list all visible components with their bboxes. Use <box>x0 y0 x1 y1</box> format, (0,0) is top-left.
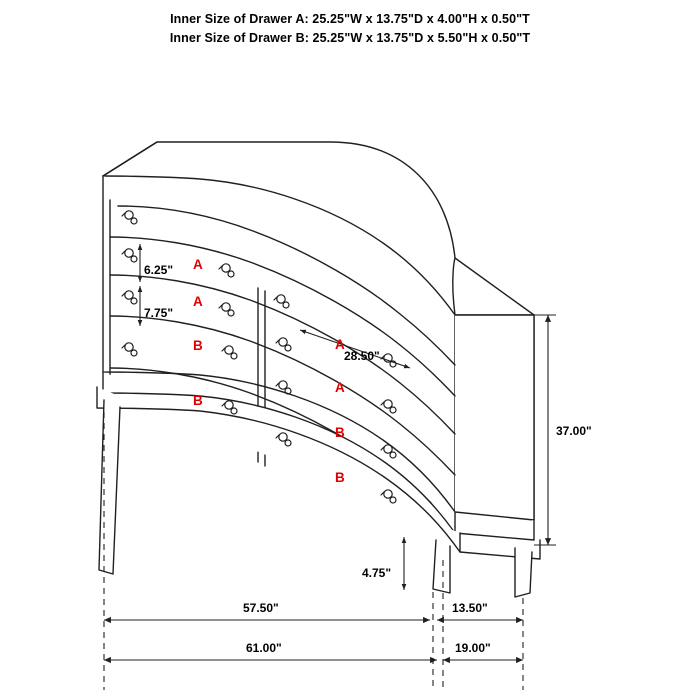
drawer-label-b-2: B <box>193 393 203 408</box>
drawer-label-b-3: B <box>335 425 345 440</box>
drawer-a-spec-text: Inner Size of Drawer A: 25.25"W x 13.75"D x 4.00"H x 0.50"T <box>170 12 530 26</box>
dim-front-width: 57.50" <box>243 601 279 615</box>
dim-total-height: 37.00" <box>556 424 592 438</box>
dim-drawer-width-inner: 28.50" <box>344 349 380 363</box>
drawer-label-a-1: A <box>193 257 203 272</box>
dim-leg-height: 4.75" <box>362 566 392 580</box>
drawer-b-spec-text: Inner Size of Drawer B: 25.25"W x 13.75"D x 5.50"H x 0.50"T <box>169 31 531 45</box>
drawer-label-b-1: B <box>193 338 203 353</box>
dim-overall-depth: 19.00" <box>455 641 491 655</box>
dim-drawer-a-height: 6.25" <box>144 263 174 277</box>
dim-drawer-b-height: 7.75" <box>144 306 174 320</box>
drawer-label-a-2: A <box>193 294 203 309</box>
dim-side-depth: 13.50" <box>452 601 488 615</box>
drawer-label-a-3: A <box>335 337 345 352</box>
drawer-label-a-4: A <box>335 380 345 395</box>
dim-overall-width: 61.00" <box>246 641 282 655</box>
case-side-right <box>455 315 534 520</box>
drawer-label-b-4: B <box>335 470 345 485</box>
